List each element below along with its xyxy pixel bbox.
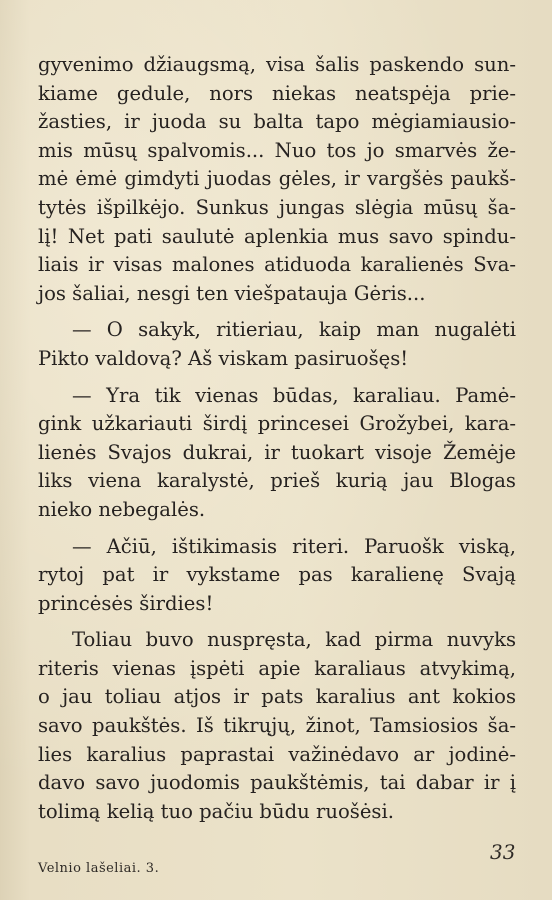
paragraph-gap bbox=[38, 374, 516, 382]
body-text bbox=[38, 51, 516, 826]
page-number: 33 bbox=[490, 840, 516, 864]
text-line: Pikto valdovą? Aš viskam pasiruošęs! bbox=[38, 346, 409, 370]
paragraph bbox=[38, 626, 516, 826]
text-line: rytoj pat ir vykstame pas karalienę Svają bbox=[38, 563, 516, 587]
text-line: gink užkariauti širdį princesei Grožybei, kara- bbox=[38, 412, 516, 436]
text-line: savo paukštės. Iš tikrųjų, žinot, Tamsiosios ša- bbox=[38, 714, 516, 738]
text-line: princėsės širdies! bbox=[38, 591, 214, 615]
text-line: tytės išpilkėjo. Sunkus jungas slėgia mūsų ša- bbox=[38, 195, 516, 219]
text-line: davo savo juodomis paukštėmis, tai dabar ir į bbox=[38, 771, 516, 795]
text-line: liais ir visas malones atiduoda karalienės Sva- bbox=[38, 253, 516, 277]
text-line: riteris vienas įspėti apie karaliaus atvykimą, bbox=[38, 656, 516, 680]
text-line: — Ačiū, ištikimasis riteri. Paruošk viską, bbox=[72, 534, 516, 558]
text-line: mė ėmė gimdyti juodas gėles, ir vargšės paukš- bbox=[38, 167, 516, 191]
text-line: — Yra tik vienas būdas, karaliau. Pamė- bbox=[72, 383, 516, 407]
text-line: nieko nebegalės. bbox=[38, 497, 206, 521]
text-line: jos šaliai, nesgi ten viešpatauja Gėris... bbox=[38, 281, 426, 305]
text-line: žasties, ir juoda su balta tapo mėgiamiausio- bbox=[38, 110, 516, 134]
text-line: mis mūsų spalvomis... Nuo tos jo smarvės že- bbox=[38, 138, 516, 162]
text-line: o jau toliau atjos ir pats karalius ant kokios bbox=[38, 685, 516, 709]
text-line: tolimą kelią tuo pačiu būdu ruošėsi. bbox=[38, 799, 394, 823]
text-line: — O sakyk, ritieriau, kaip man nugalėti bbox=[72, 318, 516, 342]
paragraph-gap bbox=[38, 525, 516, 533]
text-line: lienės Svajos dukrai, ir tuokart visoje Žemėje bbox=[38, 440, 516, 464]
text-line: lį! Net pati saulutė aplenkia mus savo spindu- bbox=[38, 224, 516, 248]
paragraph-gap bbox=[38, 618, 516, 626]
text-line: lies karalius paprastai važinėdavo ar jodinė- bbox=[38, 742, 516, 766]
printer-signature: Velnio lašeliai. 3. bbox=[38, 861, 160, 876]
text-line: liks viena karalystė, prieš kurią jau Blogas bbox=[38, 469, 516, 493]
paragraph bbox=[38, 382, 516, 525]
paragraph bbox=[38, 533, 516, 619]
paragraph bbox=[38, 51, 516, 308]
text-line: kiame gedule, nors niekas neatspėja prie- bbox=[38, 81, 516, 105]
text-line: gyvenimo džiaugsmą, visa šalis paskendo sun- bbox=[38, 53, 516, 76]
paragraph-gap bbox=[38, 308, 516, 316]
paragraph bbox=[38, 316, 516, 373]
text-line: Toliau buvo nuspręsta, kad pirma nuvyks bbox=[72, 628, 516, 652]
